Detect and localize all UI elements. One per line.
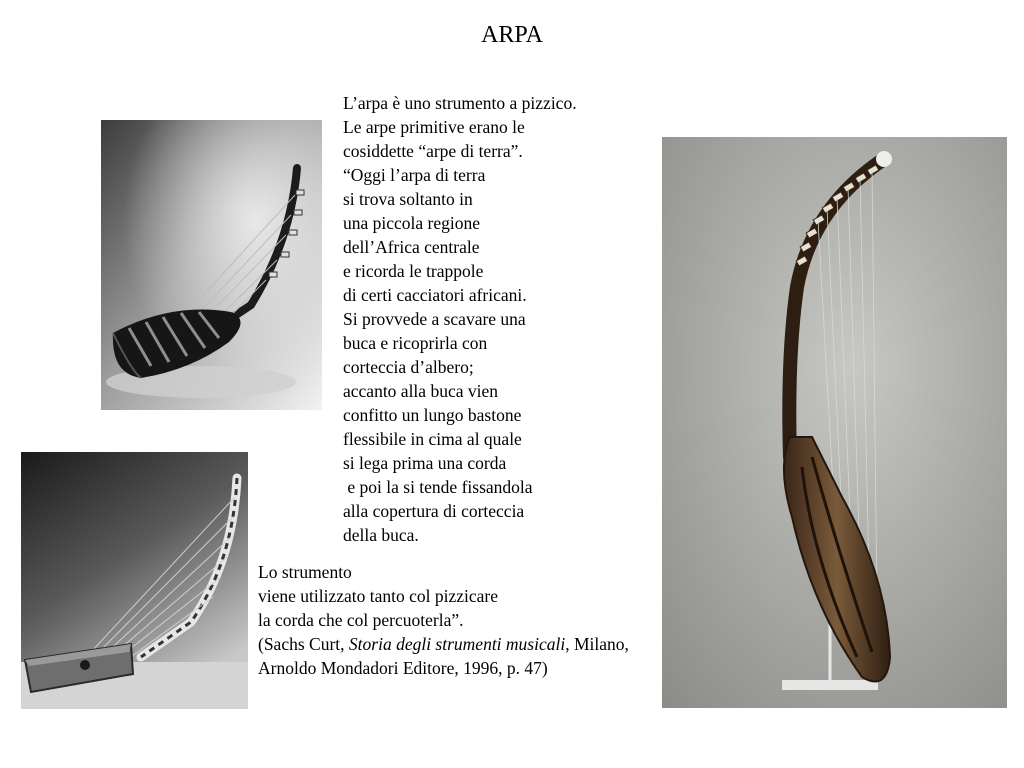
text-line: corteccia d’albero; <box>343 357 474 377</box>
photo-harp-box-body <box>21 452 248 709</box>
citation-book-title: Storia degli strumenti musicali <box>348 634 566 654</box>
photo-harp-striped-body <box>101 120 322 410</box>
text-line: della buca. <box>343 525 419 545</box>
description-paragraph <box>343 91 577 547</box>
text-line: Lo strumento <box>258 562 352 582</box>
text-line: flessibile in cima al quale <box>343 429 522 449</box>
text-line: dell’Africa centrale <box>343 237 480 257</box>
text-line: viene utilizzato tanto col pizzicare <box>258 586 499 606</box>
citation-line <box>258 632 629 656</box>
page-title: ARPA <box>481 22 543 48</box>
text-line: “Oggi l’arpa di terra <box>343 165 486 185</box>
text-line: cosiddette “arpe di terra”. <box>343 141 523 161</box>
text-line: Le arpe primitive erano le <box>343 117 525 137</box>
text-line: L’arpa è uno strumento a pizzico. <box>343 93 577 113</box>
text-line: si trova soltanto in <box>343 189 473 209</box>
text-line: e ricorda le trappole <box>343 261 484 281</box>
citation-publisher: Arnoldo Mondadori Editore, 1996, p. 47) <box>258 658 548 678</box>
text-line: Si provvede a scavare una <box>343 309 526 329</box>
citation-prefix: (Sachs Curt, <box>258 634 349 654</box>
text-line: confitto un lungo bastone <box>343 405 522 425</box>
text-line: accanto alla buca vien <box>343 381 498 401</box>
text-line: buca e ricoprirla con <box>343 333 488 353</box>
text-line: di certi cacciatori africani. <box>343 285 527 305</box>
text-line: e poi la si tende fissandola <box>343 477 533 497</box>
text-line: una piccola regione <box>343 213 481 233</box>
text-line: si lega prima una corda <box>343 453 507 473</box>
text-line: alla copertura di corteccia <box>343 501 525 521</box>
continuation-paragraph <box>258 560 629 680</box>
citation-suffix: , Milano, <box>565 634 629 654</box>
text-line: la corda che col percuoterla”. <box>258 610 464 630</box>
photo-harp-tall-wooden <box>662 137 1007 708</box>
